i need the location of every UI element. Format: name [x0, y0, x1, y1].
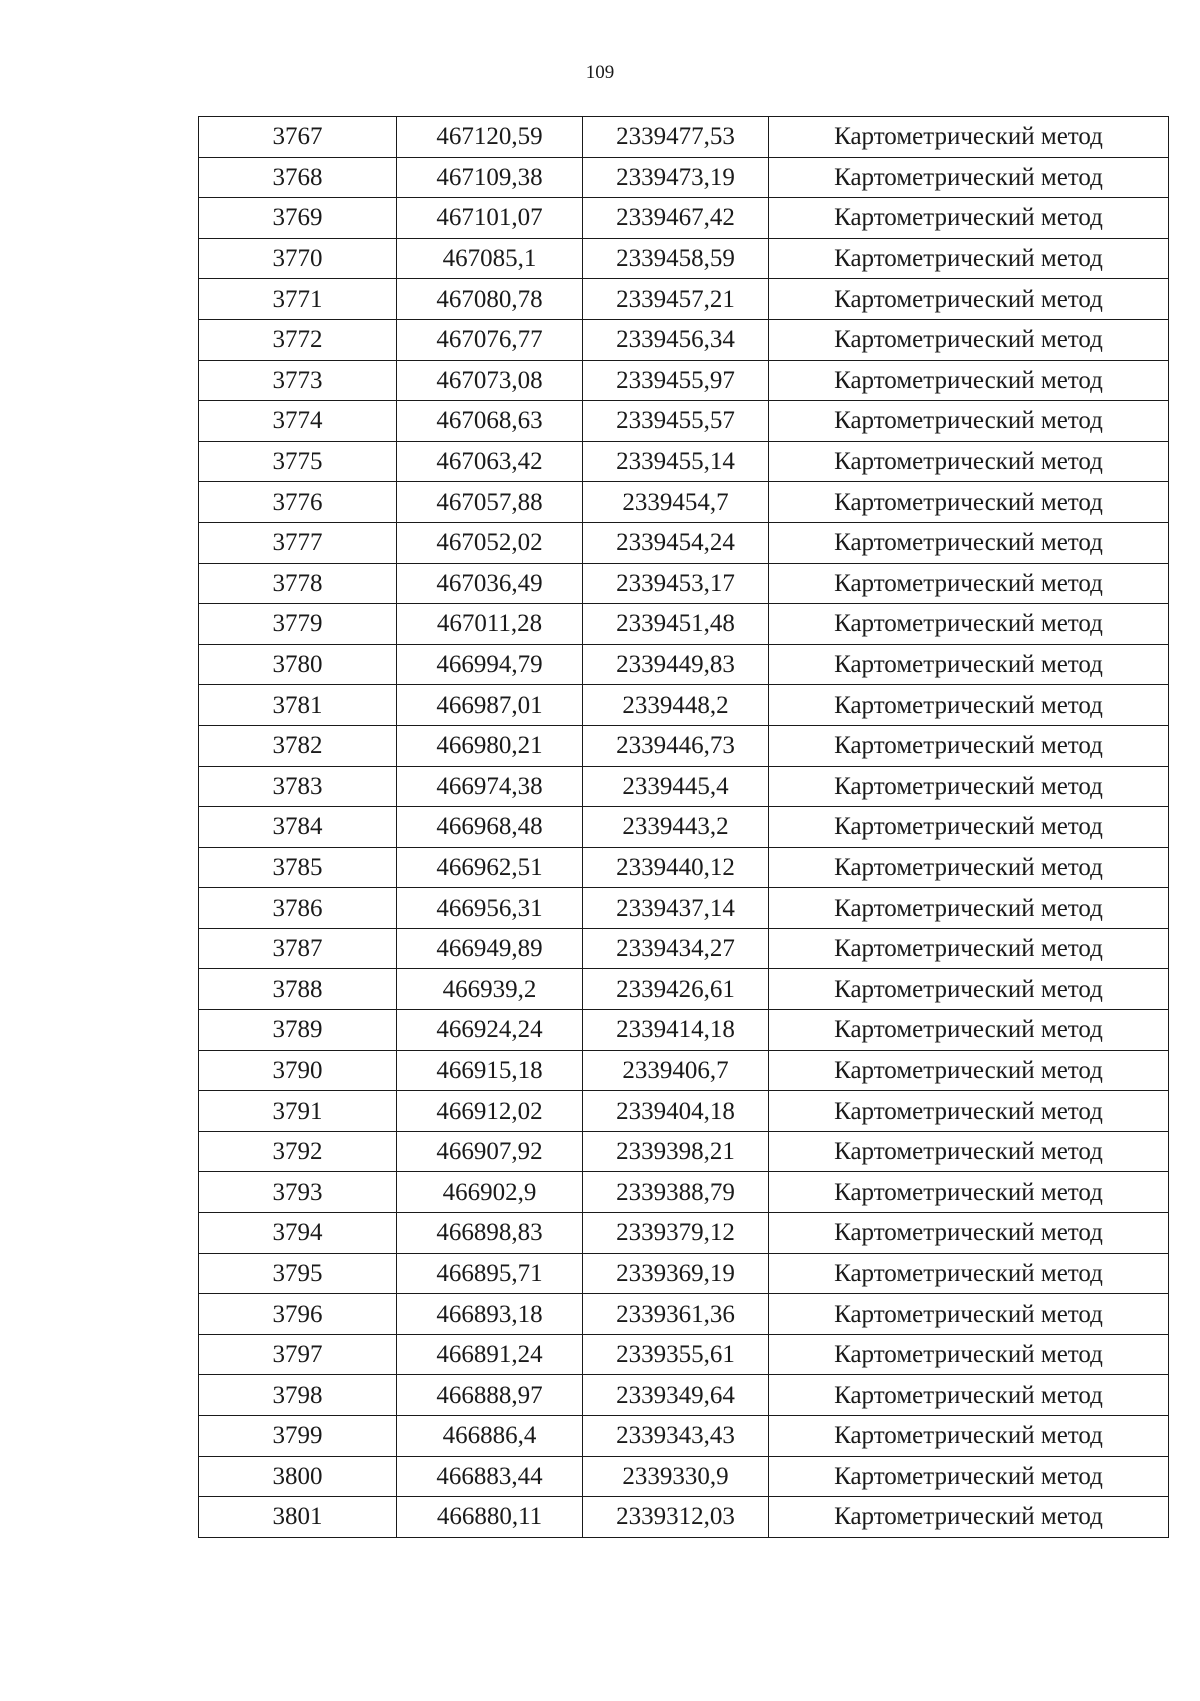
point-number-cell: 3775 — [199, 441, 397, 482]
point-number-cell: 3788 — [199, 969, 397, 1010]
y-coordinate-cell: 2339455,14 — [583, 441, 769, 482]
method-cell: Картометрический метод — [769, 1416, 1169, 1457]
point-number-cell: 3774 — [199, 401, 397, 442]
method-cell: Картометрический метод — [769, 238, 1169, 279]
x-coordinate-cell: 466912,02 — [397, 1091, 583, 1132]
point-number-cell: 3771 — [199, 279, 397, 320]
method-cell: Картометрический метод — [769, 685, 1169, 726]
method-cell: Картометрический метод — [769, 725, 1169, 766]
x-coordinate-cell: 467011,28 — [397, 604, 583, 645]
y-coordinate-cell: 2339449,83 — [583, 644, 769, 685]
x-coordinate-cell: 467076,77 — [397, 319, 583, 360]
y-coordinate-cell: 2339379,12 — [583, 1213, 769, 1254]
table-row — [199, 198, 1169, 239]
x-coordinate-cell: 466949,89 — [397, 928, 583, 969]
method-cell: Картометрический метод — [769, 1456, 1169, 1497]
x-coordinate-cell: 467068,63 — [397, 401, 583, 442]
method-cell: Картометрический метод — [769, 766, 1169, 807]
x-coordinate-cell: 467109,38 — [397, 157, 583, 198]
method-cell: Картометрический метод — [769, 1010, 1169, 1051]
x-coordinate-cell: 467036,49 — [397, 563, 583, 604]
point-number-cell: 3789 — [199, 1010, 397, 1051]
point-number-cell: 3801 — [199, 1497, 397, 1538]
x-coordinate-cell: 466893,18 — [397, 1294, 583, 1335]
table-row — [199, 563, 1169, 604]
point-number-cell: 3781 — [199, 685, 397, 726]
y-coordinate-cell: 2339454,7 — [583, 482, 769, 523]
point-number-cell: 3790 — [199, 1050, 397, 1091]
point-number-cell: 3783 — [199, 766, 397, 807]
method-cell: Картометрический метод — [769, 1131, 1169, 1172]
x-coordinate-cell: 466915,18 — [397, 1050, 583, 1091]
method-cell: Картометрический метод — [769, 928, 1169, 969]
method-cell: Картометрический метод — [769, 319, 1169, 360]
page-number: 109 — [585, 62, 615, 83]
x-coordinate-cell: 466974,38 — [397, 766, 583, 807]
x-coordinate-cell: 466907,92 — [397, 1131, 583, 1172]
method-cell: Картометрический метод — [769, 563, 1169, 604]
point-number-cell: 3787 — [199, 928, 397, 969]
table-row — [199, 522, 1169, 563]
y-coordinate-cell: 2339369,19 — [583, 1253, 769, 1294]
table-row — [199, 1172, 1169, 1213]
point-number-cell: 3770 — [199, 238, 397, 279]
y-coordinate-cell: 2339454,24 — [583, 522, 769, 563]
y-coordinate-cell: 2339398,21 — [583, 1131, 769, 1172]
y-coordinate-cell: 2339404,18 — [583, 1091, 769, 1132]
x-coordinate-cell: 466880,11 — [397, 1497, 583, 1538]
table-row — [199, 685, 1169, 726]
x-coordinate-cell: 466980,21 — [397, 725, 583, 766]
x-coordinate-cell: 467073,08 — [397, 360, 583, 401]
point-number-cell: 3779 — [199, 604, 397, 645]
table-row — [199, 928, 1169, 969]
y-coordinate-cell: 2339445,4 — [583, 766, 769, 807]
table-row — [199, 969, 1169, 1010]
y-coordinate-cell: 2339477,53 — [583, 117, 769, 158]
point-number-cell: 3792 — [199, 1131, 397, 1172]
point-number-cell: 3794 — [199, 1213, 397, 1254]
point-number-cell: 3793 — [199, 1172, 397, 1213]
table-row — [199, 1375, 1169, 1416]
table-row — [199, 1131, 1169, 1172]
point-number-cell: 3800 — [199, 1456, 397, 1497]
y-coordinate-cell: 2339455,97 — [583, 360, 769, 401]
method-cell: Картометрический метод — [769, 1253, 1169, 1294]
method-cell: Картометрический метод — [769, 360, 1169, 401]
method-cell: Картометрический метод — [769, 847, 1169, 888]
method-cell: Картометрический метод — [769, 117, 1169, 158]
x-coordinate-cell: 466888,97 — [397, 1375, 583, 1416]
y-coordinate-cell: 2339457,21 — [583, 279, 769, 320]
point-number-cell: 3769 — [199, 198, 397, 239]
point-number-cell: 3798 — [199, 1375, 397, 1416]
y-coordinate-cell: 2339388,79 — [583, 1172, 769, 1213]
method-cell: Картометрический метод — [769, 807, 1169, 848]
method-cell: Картометрический метод — [769, 604, 1169, 645]
x-coordinate-cell: 467052,02 — [397, 522, 583, 563]
method-cell: Картометрический метод — [769, 1375, 1169, 1416]
method-cell: Картометрический метод — [769, 198, 1169, 239]
point-number-cell: 3768 — [199, 157, 397, 198]
x-coordinate-cell: 466883,44 — [397, 1456, 583, 1497]
x-coordinate-cell: 466886,4 — [397, 1416, 583, 1457]
x-coordinate-cell: 467057,88 — [397, 482, 583, 523]
x-coordinate-cell: 466939,2 — [397, 969, 583, 1010]
point-number-cell: 3795 — [199, 1253, 397, 1294]
method-cell: Картометрический метод — [769, 1050, 1169, 1091]
method-cell: Картометрический метод — [769, 1213, 1169, 1254]
method-cell: Картометрический метод — [769, 482, 1169, 523]
point-number-cell: 3773 — [199, 360, 397, 401]
y-coordinate-cell: 2339458,59 — [583, 238, 769, 279]
table-row — [199, 604, 1169, 645]
method-cell: Картометрический метод — [769, 401, 1169, 442]
y-coordinate-cell: 2339437,14 — [583, 888, 769, 929]
point-number-cell: 3799 — [199, 1416, 397, 1457]
method-cell: Картометрический метод — [769, 969, 1169, 1010]
table-body — [199, 117, 1169, 1538]
y-coordinate-cell: 2339473,19 — [583, 157, 769, 198]
method-cell: Картометрический метод — [769, 1091, 1169, 1132]
x-coordinate-cell: 466968,48 — [397, 807, 583, 848]
method-cell: Картометрический метод — [769, 1172, 1169, 1213]
method-cell: Картометрический метод — [769, 157, 1169, 198]
point-number-cell: 3782 — [199, 725, 397, 766]
point-number-cell: 3786 — [199, 888, 397, 929]
coordinates-table — [198, 116, 1169, 1538]
table-row — [199, 157, 1169, 198]
table-row — [199, 1294, 1169, 1335]
x-coordinate-cell: 467085,1 — [397, 238, 583, 279]
x-coordinate-cell: 466987,01 — [397, 685, 583, 726]
table-row — [199, 766, 1169, 807]
table-row — [199, 319, 1169, 360]
y-coordinate-cell: 2339448,2 — [583, 685, 769, 726]
table-row — [199, 238, 1169, 279]
point-number-cell: 3776 — [199, 482, 397, 523]
y-coordinate-cell: 2339349,64 — [583, 1375, 769, 1416]
table-row — [199, 360, 1169, 401]
table-row — [199, 1091, 1169, 1132]
table-row — [199, 1416, 1169, 1457]
table-row — [199, 279, 1169, 320]
y-coordinate-cell: 2339446,73 — [583, 725, 769, 766]
table-row — [199, 117, 1169, 158]
y-coordinate-cell: 2339440,12 — [583, 847, 769, 888]
method-cell: Картометрический метод — [769, 1497, 1169, 1538]
x-coordinate-cell: 467063,42 — [397, 441, 583, 482]
x-coordinate-cell: 467101,07 — [397, 198, 583, 239]
x-coordinate-cell: 466924,24 — [397, 1010, 583, 1051]
y-coordinate-cell: 2339312,03 — [583, 1497, 769, 1538]
table-row — [199, 441, 1169, 482]
method-cell: Картометрический метод — [769, 441, 1169, 482]
x-coordinate-cell: 466895,71 — [397, 1253, 583, 1294]
table-row — [199, 1334, 1169, 1375]
y-coordinate-cell: 2339434,27 — [583, 928, 769, 969]
point-number-cell: 3780 — [199, 644, 397, 685]
table-row — [199, 1050, 1169, 1091]
method-cell: Картометрический метод — [769, 279, 1169, 320]
table-row — [199, 847, 1169, 888]
y-coordinate-cell: 2339343,43 — [583, 1416, 769, 1457]
x-coordinate-cell: 467120,59 — [397, 117, 583, 158]
y-coordinate-cell: 2339453,17 — [583, 563, 769, 604]
point-number-cell: 3778 — [199, 563, 397, 604]
table-row — [199, 1456, 1169, 1497]
y-coordinate-cell: 2339406,7 — [583, 1050, 769, 1091]
point-number-cell: 3785 — [199, 847, 397, 888]
y-coordinate-cell: 2339426,61 — [583, 969, 769, 1010]
x-coordinate-cell: 466994,79 — [397, 644, 583, 685]
y-coordinate-cell: 2339451,48 — [583, 604, 769, 645]
point-number-cell: 3772 — [199, 319, 397, 360]
y-coordinate-cell: 2339455,57 — [583, 401, 769, 442]
method-cell: Картометрический метод — [769, 1294, 1169, 1335]
table-row — [199, 1213, 1169, 1254]
x-coordinate-cell: 466891,24 — [397, 1334, 583, 1375]
table-row — [199, 482, 1169, 523]
x-coordinate-cell: 467080,78 — [397, 279, 583, 320]
x-coordinate-cell: 466962,51 — [397, 847, 583, 888]
table-row — [199, 1010, 1169, 1051]
method-cell: Картометрический метод — [769, 644, 1169, 685]
point-number-cell: 3777 — [199, 522, 397, 563]
y-coordinate-cell: 2339361,36 — [583, 1294, 769, 1335]
table-row — [199, 725, 1169, 766]
table-row — [199, 644, 1169, 685]
method-cell: Картометрический метод — [769, 888, 1169, 929]
y-coordinate-cell: 2339443,2 — [583, 807, 769, 848]
table-row — [199, 1497, 1169, 1538]
x-coordinate-cell: 466898,83 — [397, 1213, 583, 1254]
x-coordinate-cell: 466956,31 — [397, 888, 583, 929]
point-number-cell: 3797 — [199, 1334, 397, 1375]
y-coordinate-cell: 2339330,9 — [583, 1456, 769, 1497]
y-coordinate-cell: 2339355,61 — [583, 1334, 769, 1375]
y-coordinate-cell: 2339414,18 — [583, 1010, 769, 1051]
table-row — [199, 807, 1169, 848]
method-cell: Картометрический метод — [769, 1334, 1169, 1375]
x-coordinate-cell: 466902,9 — [397, 1172, 583, 1213]
point-number-cell: 3791 — [199, 1091, 397, 1132]
y-coordinate-cell: 2339467,42 — [583, 198, 769, 239]
method-cell: Картометрический метод — [769, 522, 1169, 563]
table-row — [199, 1253, 1169, 1294]
table-row — [199, 401, 1169, 442]
y-coordinate-cell: 2339456,34 — [583, 319, 769, 360]
point-number-cell: 3767 — [199, 117, 397, 158]
point-number-cell: 3784 — [199, 807, 397, 848]
point-number-cell: 3796 — [199, 1294, 397, 1335]
table-row — [199, 888, 1169, 929]
